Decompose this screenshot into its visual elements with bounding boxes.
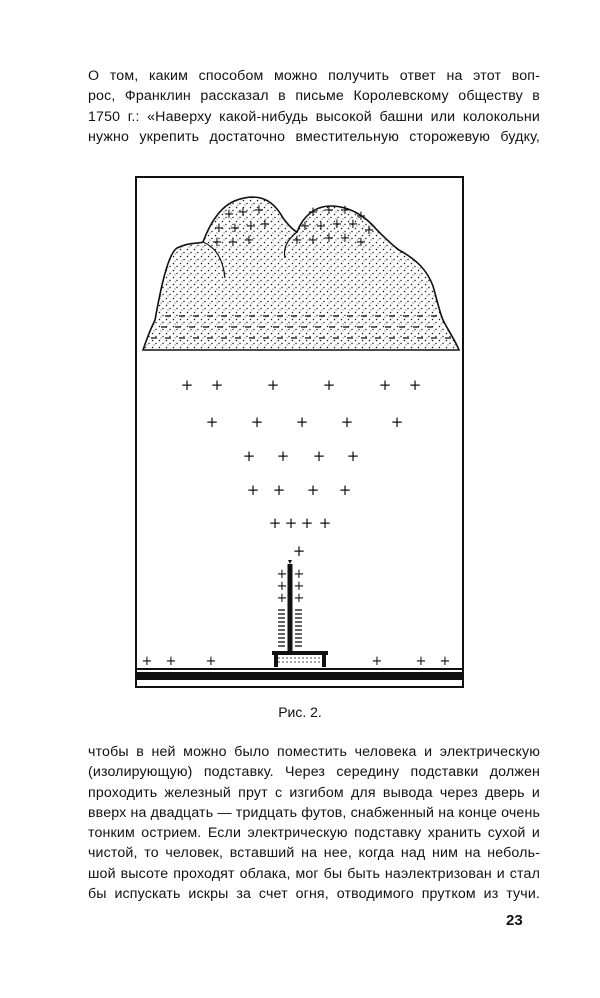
plus-charge-mark: + (390, 413, 404, 431)
text-line: чтобы в ней можно было поместить человека и электрическую (88, 744, 540, 760)
plus-charge-mark: + (237, 205, 249, 220)
plus-charge-mark: + (300, 514, 314, 532)
plus-charge-mark: + (415, 654, 427, 669)
plus-charge-mark: + (347, 217, 359, 232)
top-paragraph (88, 66, 540, 147)
text-line: нужно укрепить достаточно вместительную сторожевую будку, (88, 128, 540, 145)
plus-charge-mark: + (338, 481, 352, 499)
plus-charge-mark: + (246, 481, 260, 499)
page-number: 23 (506, 912, 523, 929)
text-line: рос, Франклин рассказал в письме Королевскому обществу в (88, 88, 540, 105)
insulating-stand (272, 651, 328, 667)
plus-charge-mark: + (205, 413, 219, 431)
plus-charge-mark: + (331, 217, 343, 232)
plus-charge-mark: + (276, 579, 288, 594)
plus-charge-mark: + (346, 447, 360, 465)
plus-charge-mark: + (318, 514, 332, 532)
plus-charge-mark: + (299, 219, 311, 234)
text-line: тонким острием. Если электрическую подставку хранить сухой и (88, 825, 540, 842)
plus-charge-mark: + (291, 233, 303, 248)
plus-charge-mark: + (245, 219, 257, 234)
plus-charge-mark: + (292, 542, 306, 560)
plus-charge-mark: + (439, 654, 451, 669)
text-line: шой высоте проходят облака, мог бы быть наэлектризован и стал (88, 865, 540, 882)
plus-charge-mark: + (250, 413, 264, 431)
plus-charge-mark: + (315, 219, 327, 234)
plus-charge-mark: + (323, 231, 335, 246)
plus-charge-mark: + (276, 591, 288, 606)
figure-caption: Рис. 2. (278, 704, 322, 720)
plus-charge-mark: + (323, 203, 335, 218)
plus-charge-mark: + (276, 447, 290, 465)
text-line: О том, каким способом можно получить ответ на этот воп- (88, 68, 540, 84)
lightning-rod (277, 560, 305, 652)
plus-charge-mark: + (378, 376, 392, 394)
text-line: чистой, то человек, вставший на нее, когда над ним на неболь- (88, 845, 540, 862)
plus-charge-mark: + (312, 447, 326, 465)
plus-charge-mark: + (293, 579, 305, 594)
plus-charge-mark: + (165, 654, 177, 669)
plus-charge-mark: + (339, 203, 351, 218)
plus-charge-mark: + (227, 235, 239, 250)
plus-charge-mark: + (307, 205, 319, 220)
plus-charge-mark: + (322, 376, 336, 394)
ground-charges (142, 654, 451, 669)
plus-charge-mark: + (306, 481, 320, 499)
plus-charge-mark: + (340, 413, 354, 431)
plus-charge-mark: + (272, 481, 286, 499)
text-line: вверх на двадцать — тридцать футов, снабженный на конце очень (88, 804, 540, 821)
plus-charge-mark: + (210, 376, 224, 394)
plus-charge-mark: + (243, 233, 255, 248)
plus-charge-mark: + (205, 654, 217, 669)
plus-charge-mark: + (266, 376, 280, 394)
plus-charge-mark: + (293, 567, 305, 582)
text-line: проходить железный прут с изгибом для вывода через дверь и (88, 784, 540, 801)
plus-charge-mark: + (371, 654, 383, 669)
plus-charge-mark: + (211, 235, 223, 250)
plus-charge-mark: + (339, 231, 351, 246)
plus-charge-mark: + (242, 447, 256, 465)
lightning-rod-illustration-icon (137, 178, 462, 686)
plus-charge-mark: + (355, 235, 367, 250)
plus-charge-mark: + (408, 376, 422, 394)
plus-charge-mark: + (141, 654, 153, 669)
plus-charge-mark: + (363, 223, 375, 238)
plus-charge-mark: + (276, 567, 288, 582)
plus-charge-mark: + (213, 221, 225, 236)
plus-charge-mark: + (295, 413, 309, 431)
text-line: (изолирующую) подставку. Через середину подставки должен (88, 764, 540, 781)
plus-charge-mark: + (180, 376, 194, 394)
plus-charge-mark: + (253, 203, 265, 218)
bottom-paragraph (88, 742, 540, 904)
plus-charge-mark: + (223, 207, 235, 222)
text-line: 1750 г.: «Наверху какой-нибудь высокой башни или колокольни (88, 108, 540, 125)
plus-charge-mark: + (259, 217, 271, 232)
text-line: бы испускать искры за счет огня, отводимого прутком из тучи. (88, 886, 540, 903)
plus-charge-mark: + (293, 591, 305, 606)
plus-charge-mark: + (307, 233, 319, 248)
field-charges (181, 376, 422, 560)
figure-frame (135, 176, 464, 688)
plus-charge-mark: + (268, 514, 282, 532)
plus-charge-mark: + (355, 209, 367, 224)
plus-charge-mark: + (229, 221, 241, 236)
plus-charge-mark: + (284, 514, 298, 532)
